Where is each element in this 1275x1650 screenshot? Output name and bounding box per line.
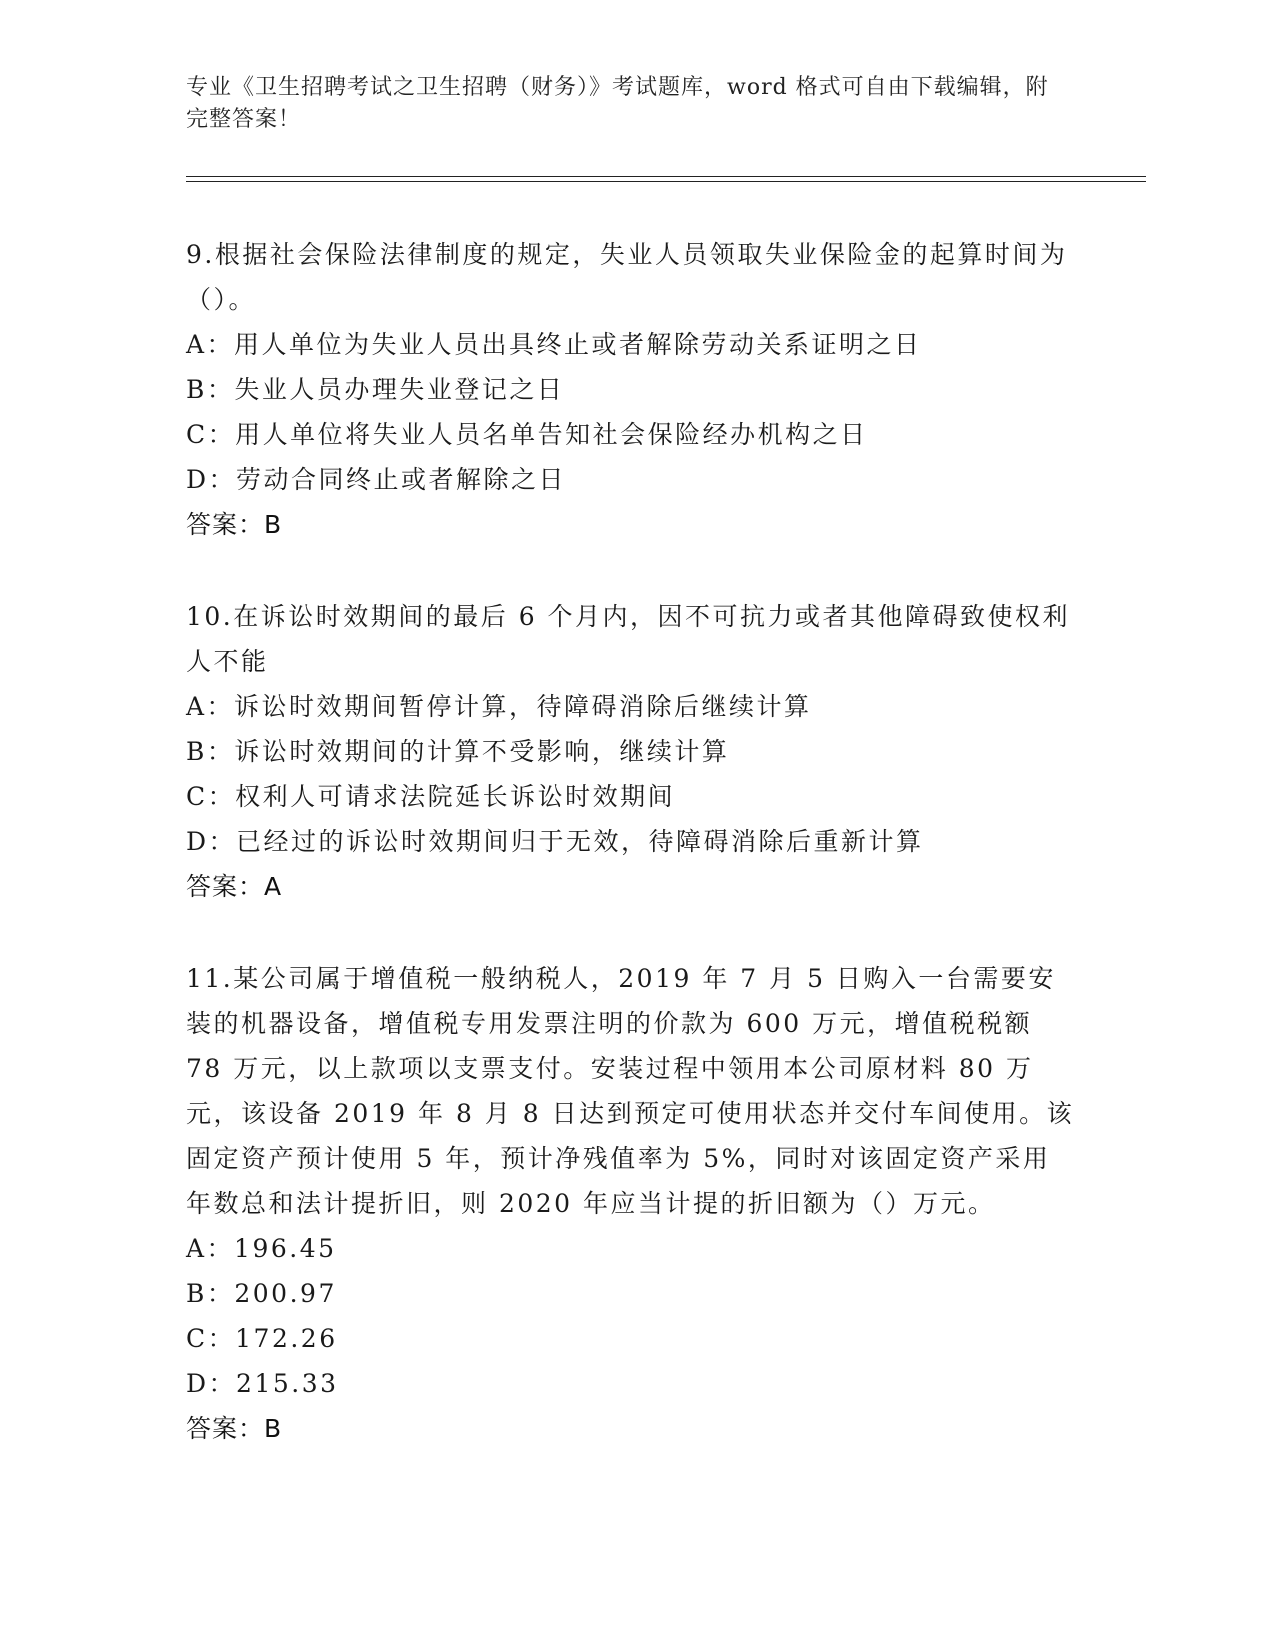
option-b: B：200.97 — [186, 1279, 337, 1308]
document-header: 专业《卫生招聘考试之卫生招聘（财务）》考试题库，word 格式可自由下载编辑，附完整答案！ — [186, 75, 1049, 132]
question-9 — [186, 232, 1076, 547]
option-a: A：196.45 — [186, 1234, 337, 1263]
option-a: A：用人单位为失业人员出具终止或者解除劳动关系证明之日 — [186, 330, 922, 359]
question-stem: 10.在诉讼时效期间的最后 6 个月内，因不可抗力或者其他障碍致使权利人不能 — [186, 602, 1071, 676]
question-11 — [186, 956, 1076, 1451]
option-d: D：劳动合同终止或者解除之日 — [186, 465, 567, 494]
option-b: B：诉讼时效期间的计算不受影响，继续计算 — [186, 737, 730, 766]
question-10 — [186, 594, 1076, 909]
header-divider-top — [186, 176, 1146, 177]
option-d: D：215.33 — [186, 1369, 339, 1398]
option-c: C：172.26 — [186, 1324, 338, 1353]
answer-label: 答案：A — [186, 872, 283, 901]
option-c: C：用人单位将失业人员名单告知社会保险经办机构之日 — [186, 420, 868, 449]
option-a: A：诉讼时效期间暂停计算，待障碍消除后继续计算 — [186, 692, 812, 721]
answer-label: 答案：B — [186, 1414, 283, 1443]
question-stem: 9.根据社会保险法律制度的规定，失业人员领取失业保险金的起算时间为（）。 — [186, 240, 1068, 314]
question-stem: 11.某公司属于增值税一般纳税人，2019 年 7 月 5 日购入一台需要安装的机器设备，增值税专用发票注明的价款为 600 万元，增值税税额 78 万元，以上款项以支票支付。安装过程中领用本公司原材料 80 万元，该设备 2019 年 8 月 8 日达到预定可使用状态并交付车间使用。该固定资产预计使用 5 年，预计净残值率为 5%，同时对该固定资产采用年数总和法计提折旧，则 2020 年应当计提的折旧额为（）万元。 — [186, 964, 1075, 1218]
option-c: C：权利人可请求法院延长诉讼时效期间 — [186, 782, 676, 811]
header-divider-bottom — [186, 181, 1146, 182]
answer-label: 答案：B — [186, 510, 283, 539]
option-d: D：已经过的诉讼时效期间归于无效，待障碍消除后重新计算 — [186, 827, 924, 856]
option-b: B：失业人员办理失业登记之日 — [186, 375, 565, 404]
